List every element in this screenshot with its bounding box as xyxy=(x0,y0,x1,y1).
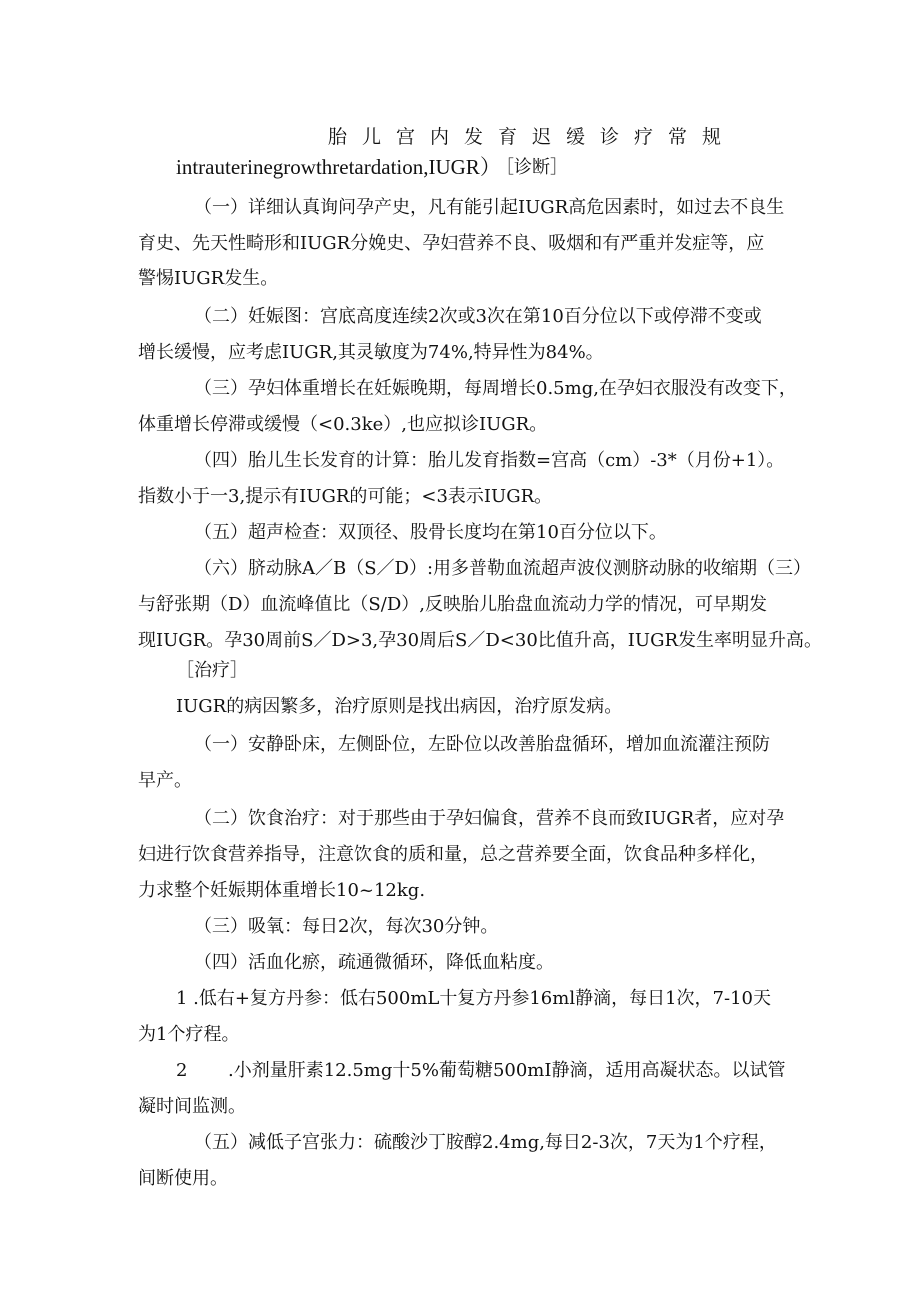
diagnosis-item-6-line-3: 现IUGR。孕30周前S／D>3,孕30周后S／D<30比值升高，IUGR发生率明显升高。 xyxy=(138,630,822,651)
diagnosis-item-1-line-1: （一）详细认真询问孕产史，凡有能引起IUGR高危因素时，如过去不良生 xyxy=(194,197,785,218)
treatment-subitem-1-line-1: 1 .低右+复方丹参：低右500mL十复方丹参16ml静滴，每日1次，7-10天 xyxy=(176,988,771,1009)
document-title: 胎儿宫内发育迟缓诊疗常规 xyxy=(328,126,737,148)
treatment-subitem-1-line-2: 为1个疗程。 xyxy=(138,1024,240,1045)
diagnosis-item-4-line-2: 指数小于一3,提示有IUGR的可能；<3表示IUGR。 xyxy=(138,486,553,507)
treatment-subitem-2-line-2: 凝时间监测。 xyxy=(138,1096,246,1117)
treatment-item-1-line-2: 早产。 xyxy=(138,770,192,791)
treatment-item-2-line-3: 力求整个妊娠期体重增长10~12kg. xyxy=(138,880,426,901)
treatment-item-4-line-1: （四）活血化瘀，疏通微循环，降低血粘度。 xyxy=(194,952,554,973)
treatment-item-5-line-2: 间断使用。 xyxy=(138,1168,228,1189)
diagnosis-item-4-line-1: （四）胎儿生长发育的计算：胎儿发育指数=宫高（cm）-3*（月份+1）。 xyxy=(194,450,785,471)
diagnosis-item-1-line-3: 警惕IUGR发生。 xyxy=(138,268,279,289)
treatment-item-2-line-2: 妇进行饮食营养指导，注意饮食的质和量，总之营养要全面，饮食品种多样化， xyxy=(138,844,768,865)
treatment-item-1-line-1: （一）安静卧床，左侧卧位，左卧位以改善胎盘循环，增加血流灌注预防 xyxy=(194,734,770,755)
diagnosis-item-6-line-2: 与舒张期（D）血流峰值比（S/D）,反映胎儿胎盘血流动力学的情况，可早期发 xyxy=(138,594,767,615)
section-treatment-header: ［治疗］ xyxy=(176,660,248,681)
treatment-subitem-2-number: 2 xyxy=(176,1060,188,1081)
section-diagnosis-header: ［诊断］ xyxy=(496,157,568,178)
english-title: intrauterinegrowthretardation,IUGR） xyxy=(176,155,501,179)
diagnosis-item-2-line-1: （二）妊娠图：宫底高度连续2次或3次在第10百分位以下或停滞不变或 xyxy=(194,306,762,327)
diagnosis-item-5-line-1: （五）超声检查：双顶径、股骨长度均在第10百分位以下。 xyxy=(194,522,667,543)
diagnosis-item-3-line-2: 体重增长停滞或缓慢（<0.3ke）,也应拟诊IUGR。 xyxy=(138,414,548,435)
treatment-subitem-2-line-1: .小剂量肝素12.5mg十5%葡萄糖500mI静滴，适用高凝状态。以试管 xyxy=(228,1060,786,1081)
diagnosis-item-1-line-2: 育史、先天性畸形和IUGR分娩史、孕妇营养不良、吸烟和有严重并发症等，应 xyxy=(138,233,765,254)
diagnosis-item-2-line-2: 增长缓慢，应考虑IUGR,其灵敏度为74%,特异性为84%。 xyxy=(138,342,604,363)
diagnosis-item-6-line-1: （六）脐动脉A／B（S／D）:用多普勒血流超声波仪测脐动脉的收缩期（三） xyxy=(194,558,812,579)
treatment-item-5-line-1: （五）减低子宫张力：硫酸沙丁胺醇2.4mg,每日2-3次，7天为1个疗程， xyxy=(194,1132,777,1153)
treatment-item-2-line-1: （二）饮食治疗：对于那些由于孕妇偏食，营养不良而致IUGR者，应对孕 xyxy=(194,808,785,829)
treatment-intro: IUGR的病因繁多，治疗原则是找出病因，治疗原发病。 xyxy=(176,696,623,717)
treatment-item-3-line-1: （三）吸氧：每日2次，每次30分钟。 xyxy=(194,916,499,937)
diagnosis-item-3-line-1: （三）孕妇体重增长在妊娠晚期，每周增长0.5mg,在孕妇衣服没有改变下， xyxy=(194,378,797,399)
